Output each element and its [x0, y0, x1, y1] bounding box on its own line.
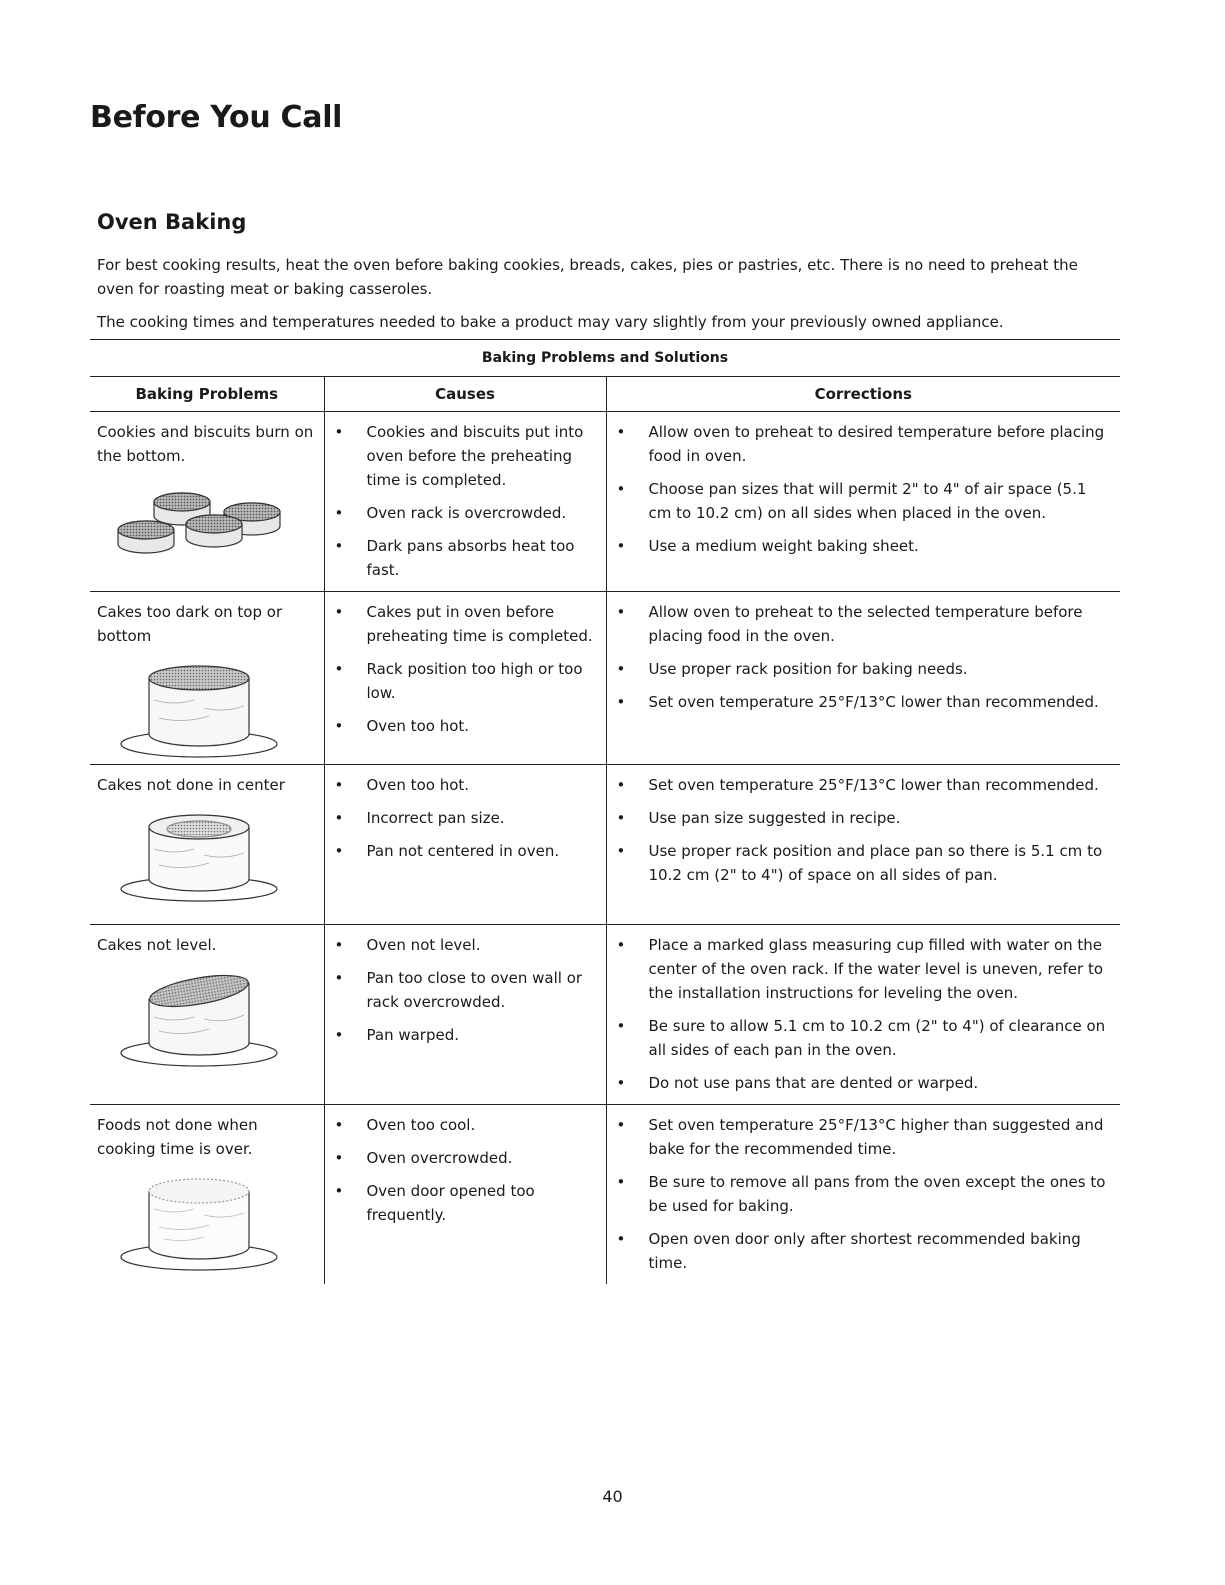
causes-cell [324, 925, 606, 1105]
causes-cell [324, 1105, 606, 1285]
cause-item: • Oven too hot. [325, 714, 598, 738]
corrections-list [607, 412, 1121, 558]
problem-text: Cakes too dark on top or bottom [97, 603, 283, 645]
sunken-cake-illustration [114, 809, 284, 904]
causes-list [325, 1105, 606, 1227]
intro-paragraph-preheat: For best cooking results, heat the oven before baking cookies, breads, cakes, pies or pastries, etc. There is no need to preheat the oven for roasting meat or baking casseroles. [97, 256, 1078, 298]
cause-item: • Rack position too high or too low. [325, 657, 598, 705]
correction-item: • Use proper rack position and place pan so there is 5.1 cm to 10.2 cm (2" to 4") of space on all sides of pan. [607, 839, 1113, 887]
cause-item: • Oven too cool. [325, 1113, 598, 1137]
correction-item: • Set oven temperature 25°F/13°C lower than recommended. [607, 773, 1113, 797]
dark-cake-illustration [114, 660, 284, 760]
correction-item: • Set oven temperature 25°F/13°C higher than suggested and bake for the recommended time. [607, 1113, 1113, 1161]
problem-cell [90, 412, 324, 592]
cause-item: • Oven overcrowded. [325, 1146, 598, 1170]
cause-item: • Oven rack is overcrowded. [325, 501, 598, 525]
table-row [90, 765, 1120, 925]
column-header-causes: Causes [324, 377, 606, 412]
problem-cell [90, 925, 324, 1105]
cause-item: • Cakes put in oven before preheating time is completed. [325, 600, 598, 648]
intro-paragraph-variation: The cooking times and temperatures needed to bake a product may vary slightly from your previously owned appliance. [97, 313, 1004, 331]
pale-cake-illustration [114, 1173, 284, 1273]
cause-item: • Pan too close to oven wall or rack overcrowded. [325, 966, 598, 1014]
table-row [90, 412, 1120, 592]
column-header-problems: Baking Problems [90, 377, 324, 412]
causes-cell [324, 412, 606, 592]
problem-text: Cakes not level. [97, 936, 217, 954]
correction-item: • Place a marked glass measuring cup filled with water on the center of the oven rack. If the water level is uneven, refer to the installation instructions for leveling the oven. [607, 933, 1113, 1005]
causes-list [325, 412, 606, 582]
cause-item: • Dark pans absorbs heat too fast. [325, 534, 598, 582]
correction-item: • Allow oven to preheat to the selected temperature before placing food in the oven. [607, 600, 1113, 648]
table-row [90, 592, 1120, 765]
tilted-cake-illustration [114, 969, 284, 1069]
problem-cell [90, 1105, 324, 1285]
cause-item: • Oven too hot. [325, 773, 598, 797]
section-title: Oven Baking [97, 210, 247, 234]
correction-item: • Be sure to remove all pans from the oven except the ones to be used for baking. [607, 1170, 1113, 1218]
problem-text: Cookies and biscuits burn on the bottom. [97, 423, 314, 465]
correction-item: • Use pan size suggested in recipe. [607, 806, 1113, 830]
causes-list [325, 765, 606, 863]
cause-item: • Incorrect pan size. [325, 806, 598, 830]
correction-item: • Set oven temperature 25°F/13°C lower than recommended. [607, 690, 1113, 714]
problem-cell [90, 765, 324, 925]
causes-cell [324, 592, 606, 765]
corrections-cell [606, 1105, 1120, 1285]
corrections-cell [606, 925, 1120, 1105]
correction-item: • Allow oven to preheat to desired temperature before placing food in oven. [607, 420, 1113, 468]
causes-cell [324, 765, 606, 925]
corrections-list [607, 1105, 1121, 1275]
corrections-list [607, 765, 1121, 887]
cause-item: • Pan warped. [325, 1023, 598, 1047]
cause-item: • Oven not level. [325, 933, 598, 957]
corrections-list [607, 592, 1121, 714]
page-title: Before You Call [90, 100, 343, 135]
page-number: 40 [602, 1487, 623, 1506]
problem-text: Foods not done when cooking time is over. [97, 1116, 258, 1158]
baking-problems-table [90, 339, 1120, 1284]
column-header-corrections: Corrections [606, 377, 1120, 412]
correction-item: • Be sure to allow 5.1 cm to 10.2 cm (2" to 4") of clearance on all sides of each pan in the oven. [607, 1014, 1113, 1062]
corrections-cell [606, 765, 1120, 925]
problem-text: Cakes not done in center [97, 776, 285, 794]
table-row [90, 1105, 1120, 1285]
correction-item: • Use a medium weight baking sheet. [607, 534, 1113, 558]
problem-cell [90, 592, 324, 765]
cause-item: • Oven door opened too frequently. [325, 1179, 598, 1227]
correction-item: • Do not use pans that are dented or warped. [607, 1071, 1113, 1095]
correction-item: • Use proper rack position for baking needs. [607, 657, 1113, 681]
causes-list [325, 592, 606, 738]
corrections-cell [606, 412, 1120, 592]
corrections-list [607, 925, 1121, 1095]
cause-item: • Pan not centered in oven. [325, 839, 598, 863]
causes-list [325, 925, 606, 1047]
correction-item: • Open oven door only after shortest recommended baking time. [607, 1227, 1113, 1275]
cause-item: • Cookies and biscuits put into oven before the preheating time is completed. [325, 420, 598, 492]
table-row [90, 925, 1120, 1105]
cookies-illustration [114, 480, 294, 570]
table-caption: Baking Problems and Solutions [90, 340, 1120, 377]
correction-item: • Choose pan sizes that will permit 2" to 4" of air space (5.1 cm to 10.2 cm) on all sides when placed in the oven. [607, 477, 1113, 525]
corrections-cell [606, 592, 1120, 765]
